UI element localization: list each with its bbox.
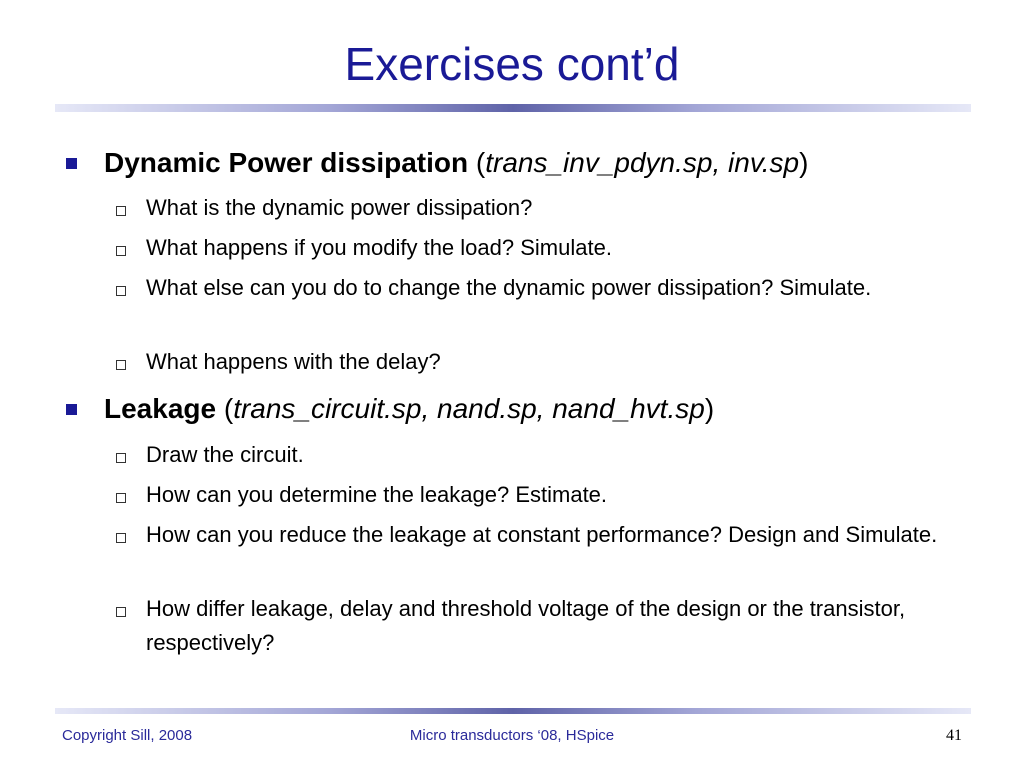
sub-item-text: What happens if you modify the load? Simulate. xyxy=(146,235,612,260)
sub-item-text: How can you reduce the leakage at constant performance? Design and Simulate. xyxy=(146,522,938,547)
footer-course: Micro transductors ‘08, HSpice xyxy=(409,727,615,744)
hollow-square-bullet-icon xyxy=(116,246,126,256)
paren-close: ) xyxy=(704,393,715,424)
sub-item-text: What is the dynamic power dissipation? xyxy=(146,195,533,220)
sub-item-text: Draw the circuit. xyxy=(146,442,304,467)
footer-divider xyxy=(55,708,971,714)
hollow-square-bullet-icon xyxy=(116,360,126,370)
paren-close: ) xyxy=(799,147,809,178)
bullet-heading: Leakage xyxy=(104,393,217,424)
footer-copyright: Copyright Sill, 2008 xyxy=(62,727,193,744)
square-bullet-icon xyxy=(66,404,77,415)
hollow-square-bullet-icon xyxy=(116,493,126,503)
paren-open: ( xyxy=(468,147,486,178)
sub-item-text: How differ leakage, delay and threshold voltage of the design or the transistor, respectively? xyxy=(146,596,906,655)
page-number: 41 xyxy=(946,727,962,744)
hollow-square-bullet-icon xyxy=(116,286,126,296)
slide-title: Exercises cont’d xyxy=(344,38,680,90)
hollow-square-bullet-icon xyxy=(116,206,126,216)
paren-open: ( xyxy=(216,393,234,424)
hollow-square-bullet-icon xyxy=(116,453,126,463)
bullet-text xyxy=(104,146,808,180)
square-bullet-icon xyxy=(66,158,77,169)
bullet-text xyxy=(104,392,714,426)
sub-item-text: How can you determine the leakage? Estimate. xyxy=(146,482,608,507)
bullet-heading: Dynamic Power dissipation xyxy=(104,147,469,178)
sub-item-text: What happens with the delay? xyxy=(146,349,441,374)
bullet-files: trans_circuit.sp, nand.sp, nand_hvt.sp xyxy=(233,393,705,424)
hollow-square-bullet-icon xyxy=(116,607,126,617)
bullet-files: trans_inv_pdyn.sp, inv.sp xyxy=(485,147,800,178)
hollow-square-bullet-icon xyxy=(116,533,126,543)
sub-item-text: What else can you do to change the dynamic power dissipation? Simulate. xyxy=(146,275,872,300)
